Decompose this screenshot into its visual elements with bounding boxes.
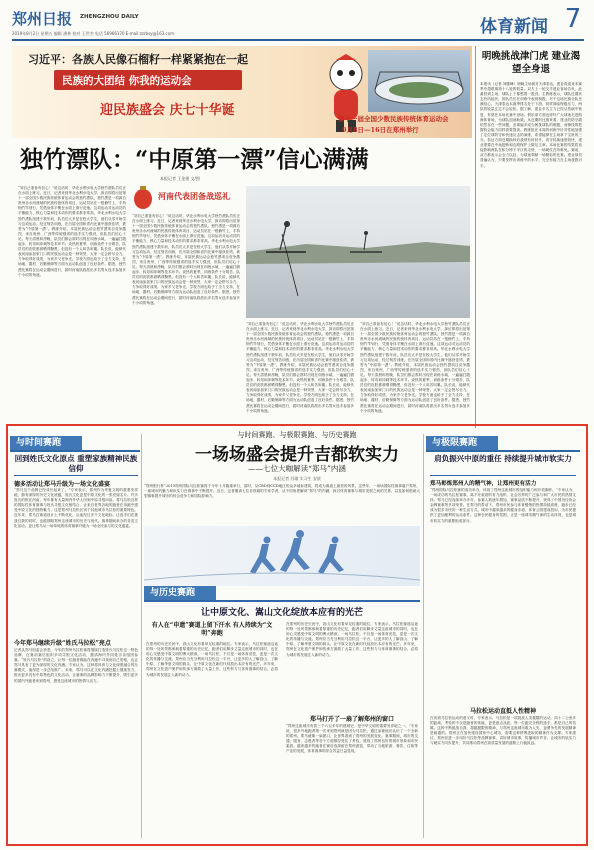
left-subhead: 回到姓氏文化原点 重塑家族精神民族信仰: [14, 454, 138, 473]
section-title: 体育新闻: [480, 17, 548, 37]
runners-image: [144, 526, 420, 586]
column-tag: [132, 186, 240, 212]
section-rule-middle: [144, 600, 420, 602]
newspaper-english-name: ZHENGZHOU DAILY: [80, 14, 139, 20]
middle-headline: 让中原文化、嵩山文化绽放本应有的光芒: [200, 608, 363, 618]
middle-body-1: 在郑州的历史长河中，嵩山文化有着举足轻重的地位。专家表示，马拉松赛道沿途的每一处风景都承载着厚重的历史记忆，跑者们用脚步丈量这座城市的同时，也在用心灵感受中原文明的博大精深。一场马拉松，不仅是一场体育竞技，更是一次文化的传播与交流。郑州应当充分利用马拉松这一平台，让更多的人了解嵩山、了解中原、了解华夏文明的源头，让中原文化在新时代绽放出本应有的光芒。多年来，郑州在文化遗产保护和传承方面做了大量工作，这些努力与体育赛事的结合，必将为城市的发展注入新的动力。: [146, 642, 278, 677]
main-headline: 独竹漂队：“中原第一漂”信心满满: [20, 146, 369, 173]
right-body-2: 在谈到马拉松运动的意义时，专家表示，马拉松是一项挑战人类极限的运动，四十二公里多的距离，考验的不仅是跑者的体能，更是意志品质。每一位跑完全程的选手，都是自己的英雄。这种不断挑战自我、超越极限的精神，与郑州这座城市敢为人先、奋勇争先的发展精神是相通的。郑州正在加快建设国家中心城市，需要这种拼搏进取的精神作为支撑。专家建议，郑州应进一步用好马拉松等品牌赛事，讲好城市故事，传播城市声音，让城市的软实力与硬实力同步提升，共同推动郑州在高质量发展的道路上行稳致远。: [430, 716, 576, 746]
right-body: “郑州国际马拉松赛的成功举办，体现了郑州这座城市的组织能力和开放胸怀。”专家认为，一场成功的马拉松赛事，离不开政府的有力组织、社会各界的广泛参与和广大市民的热情支持。郑马已经连续举办多年，参赛人数逐年增加，赛事品质不断提升，获得了中国田径协会金牌赛事等多项荣誉。在郑马的带动下，郑州市民参与体育锻炼的热情持续高涨，跑步已经成为很多市民的一种生活方式。城市中越来越多的健身步道、体育公园建成投用，为市民提供了更加便利的运动条件。这种全民健身的氛围，正是一座城市精气神的生动体现，也是城市软实力的重要组成部分。: [430, 488, 576, 523]
feature-intro: “郑州银行杯”2019郑州国际马拉松赛将于今年十月隆重举行，届时，从CBD到CCD地区的众多地标建筑，将成为赛道上最美的风景。这些年，一场场国际性赛事落户郑州，一座城市的魅力和软实力在赛事中不断提升。近日，记者邀请七位各领域的专家学者，从不同角度解读“郑马”的内涵，探讨体育赛事与城市发展之间的关系，以及如何借助大型赛事提升城市的综合竞争力和国际影响力。: [144, 484, 420, 499]
right-column-divider: [475, 46, 476, 428]
section-header-left: 与时间赛跑: [10, 436, 82, 450]
right-column-headline: 明晚挑战津门虎 建业渴望全身退: [481, 51, 581, 75]
section-header-right: 与极限赛跑: [426, 436, 498, 450]
left-head-2: 今年郑马继续升级“姓氏马拉松”亮点: [14, 640, 111, 647]
masthead-rule: [12, 39, 584, 41]
newspaper-logo: 郑州日报: [12, 10, 73, 28]
main-story-body-col2: “刘自己准备有信心！”说这话时，华北水利水电大学独竹漂队员们正在水面上练习。近日，记者来到华北水利水电大学，探访即将出征第十一届全国少数民族传统体育运动会的独竹漂队。独竹漂是一项源自贵州赤水河流域的民族传统体育项目，运动员站在一根楠竹上，手持细竹竿划行，凭借身体平衡在水面上滑行竞速。这项运动对运动员的平衡能力、核心力量和技术动作的要求都非常高。华北水利水电大学独竹漂队组建于数年前，队员们大多是在校大学生，他们从零开始学习这项运动，经过刻苦训练，在历届全国和省内比赛中屡获佳绩，被誉为“中原第一漂”。教练介绍，本届民族运动会独竹漂项目竞争激烈，来自贵州、广西等传统强省的选手实力强劲，但队员们信心十足。每天清晨和傍晚，队员们都会准时出现在训练水域，一遍遍打磨起步、转弯和冲刺等技术环节。炎热的夏季，训练条件十分艰苦，队员们的皮肤都被晒得黝黑，但没有一个人叫苦叫累。队长说，能够代表河南参加家门口的民族运动会是一种荣誉，大家一定会拼尽全力，力争取得好成绩，为家乡父老争光。学校方面也给予了全力支持，在场地、器材、后勤保障等方面为运动队创造了良好条件。据悉，独竹漂比赛将在运动会期间进行，届时河南队将派出多名男女选手参加多个小项的角逐。: [132, 214, 240, 305]
main-story-body-col4: “刘自己准备有信心！”说这话时，华北水利水电大学独竹漂队员们正在水面上练习。近日，记者来到华北水利水电大学，探访即将出征第十一届全国少数民族传统体育运动会的独竹漂队。独竹漂是一项源自贵州赤水河流域的民族传统体育项目，运动员站在一根楠竹上，手持细竹竿划行，凭借身体平衡在水面上滑行竞速。这项运动对运动员的平衡能力、核心力量和技术动作的要求都非常高。华北水利水电大学独竹漂队组建于数年前，队员们大多是在校大学生，他们从零开始学习这项运动，经过刻苦训练，在历届全国和省内比赛中屡获佳绩，被誉为“中原第一漂”。教练介绍，本届民族运动会独竹漂项目竞争激烈，来自贵州、广西等传统强省的选手实力强劲，但队员们信心十足。每天清晨和傍晚，队员们都会准时出现在训练水域，一遍遍打磨起步、转弯和冲刺等技术环节。炎热的夏季，训练条件十分艰苦，队员们的皮肤都被晒得黝黑，但没有一个人叫苦叫累。队长说，能够代表河南参加家门口的民族运动会是一种荣誉，大家一定会拼尽全力，力争取得好成绩，为家乡父老争光。学校方面也给予了全力支持，在场地、器材、后勤保障等方面为运动队创造了良好条件。据悉，独竹漂比赛将在运动会期间进行，届时河南队将派出多名男女选手参加多个小项的角逐。: [360, 322, 470, 413]
event-banner: [12, 46, 472, 138]
event-title: 第十一届全国少数民族传统体育运动会: [338, 115, 449, 123]
feature-divider-right: [423, 434, 424, 838]
banner-slogan-1: 民族的大团结 你我的运动会: [62, 75, 192, 87]
middle-subhead-1: 有人在“申遗”赛道上留下汗水 有人持续为“文明”奔跑: [151, 622, 273, 637]
banner-quote: 习近平：各族人民像石榴籽一样紧紧抱在一起: [28, 53, 248, 66]
left-head: 德多活动让郑马升级为一场文化盛宴: [14, 481, 111, 488]
date-line: 2019年8月2日 星期五 编辑 潘林 校对 王世杰 电话 56966170 E-mail:zzrbsy@163.com: [12, 31, 174, 36]
feature-headline: 一场场盛会提升吉都软实力: [195, 445, 399, 465]
middle-subhead-2: 郑马打开了一扇了解郑州的窗口: [309, 716, 394, 723]
left-body-2: 记者从郑马组委会获悉，今年的郑州马拉松赛将继续打造姓氏马拉松这一特色品牌，在赛前赛后组织多项寻根文化活动，邀请海内外同姓宗亲组团参赛。“姓氏马拉松”的设立，让每一位跑者都能在奔跑中寻找到自己的根，也让郑马具有了更为深厚的文化内涵。专家认为，这种将体育与文化深度融合的办赛模式，值得进一步总结推广。未来，郑马可以在文化内涵挖掘上继续发力，推出更多具有中原特色的文化活动，让赛事的品牌影响力不断提升，吸引更多的国内外跑者来到郑州，感受这座城市的热情与活力。: [14, 648, 138, 683]
right-subhead: 肩负振兴中原的重任 持续提升城市软实力: [434, 454, 572, 463]
section-rule-right: [426, 450, 580, 452]
event-date: 9月8日—16日在郑州举行: [342, 126, 419, 134]
feature-subtitle: ——七位大咖解读“郑马”内涵: [248, 464, 346, 473]
right-subhead-rule: [430, 475, 576, 476]
feature-divider-left: [141, 434, 142, 838]
stadium-image: [368, 50, 470, 112]
section-rule-left: [10, 450, 140, 452]
main-story-body-col3: “刘自己准备有信心！”说这话时，华北水利水电大学独竹漂队员们正在水面上练习。近日，记者来到华北水利水电大学，探访即将出征第十一届全国少数民族传统体育运动会的独竹漂队。独竹漂是一项源自贵州赤水河流域的民族传统体育项目，运动员站在一根楠竹上，手持细竹竿划行，凭借身体平衡在水面上滑行竞速。这项运动对运动员的平衡能力、核心力量和技术动作的要求都非常高。华北水利水电大学独竹漂队组建于数年前，队员们大多是在校大学生，他们从零开始学习这项运动，经过刻苦训练，在历届全国和省内比赛中屡获佳绩，被誉为“中原第一漂”。教练介绍，本届民族运动会独竹漂项目竞争激烈，来自贵州、广西等传统强省的选手实力强劲，但队员们信心十足。每天清晨和傍晚，队员们都会准时出现在训练水域，一遍遍打磨起步、转弯和冲刺等技术环节。炎热的夏季，训练条件十分艰苦，队员们的皮肤都被晒得黝黑，但没有一个人叫苦叫累。队长说，能够代表河南参加家门口的民族运动会是一种荣誉，大家一定会拼尽全力，力争取得好成绩，为家乡父老争光。学校方面也给予了全力支持，在场地、器材、后勤保障等方面为运动队创造了良好条件。据悉，独竹漂比赛将在运动会期间进行，届时河南队将派出多名男女选手参加多个小项的角逐。: [246, 322, 354, 413]
page-number: 7: [564, 4, 582, 34]
banner-slogan-2: 迎民族盛会 庆七十华诞: [100, 103, 235, 118]
lantern-icon: [132, 186, 154, 210]
main-story-body-col1: “刘自己准备有信心！”说这话时，华北水利水电大学独竹漂队员们正在水面上练习。近日，记者来到华北水利水电大学，探访即将出征第十一届全国少数民族传统体育运动会的独竹漂队。独竹漂是一项源自贵州赤水河流域的民族传统体育项目，运动员站在一根楠竹上，手持细竹竿划行，凭借身体平衡在水面上滑行竞速。这项运动对运动员的平衡能力、核心力量和技术动作的要求都非常高。华北水利水电大学独竹漂队组建于数年前，队员们大多是在校大学生，他们从零开始学习这项运动，经过刻苦训练，在历届全国和省内比赛中屡获佳绩，被誉为“中原第一漂”。教练介绍，本届民族运动会独竹漂项目竞争激烈，来自贵州、广西等传统强省的选手实力强劲，但队员们信心十足。每天清晨和傍晚，队员们都会准时出现在训练水域，一遍遍打磨起步、转弯和冲刺等技术环节。炎热的夏季，训练条件十分艰苦，队员们的皮肤都被晒得黝黑，但没有一个人叫苦叫累。队长说，能够代表河南参加家门口的民族运动会是一种荣誉，大家一定会拼尽全力，力争取得好成绩，为家乡父老争光。学校方面也给予了全力支持，在场地、器材、后勤保障等方面为运动队创造了良好条件。据悉，独竹漂比赛将在运动会期间进行，届时河南队将派出多名男女选手参加多个小项的角逐。: [18, 186, 126, 277]
left-body: “郑马这个品牌已经成长起来了。”专家表示，郑州作为华夏文明的重要发祥地，拥有深厚的历史文化底蕴，姓氏文化更是中原文化的一张亮丽名片。许多姓氏的根在河南，每年都有大量海内外华人回到中原寻根问祖。将马拉松这样的国际性体育赛事与姓氏寻根文化相结合，让来自世界各地的跑者在奔跑中感受中原文化的独特魅力，这是郑州马拉松区别于其他城市马拉松的重要特色。近年来，郑马在赛道设计上不断优化，沿途经过多个文化地标，让选手们在挑战自我的同时，也能领略郑州这座城市的历史与现代。赛事期间举办的各类文化活动，更让郑马从一场单纯的体育赛事升级为一场全民参与的文化盛宴。: [14, 488, 138, 528]
paddling-photo: [246, 186, 470, 318]
section-header-middle: 与历史赛跑: [144, 586, 216, 600]
right-head-2: 马拉松运动直抵人性精神: [469, 708, 536, 715]
middle-body-2: “郑州这座城市有着三千六百多年的建城史，是中华文明的重要发祥地之一。”专家说，很多外地跑者第一次来到郑州就是因为马拉松，通过参赛他们认识了一个全新的郑州。郑马就像一扇窗口，让世界看到了郑州的发展变化。赛事期间，城市的交通、服务、志愿者等各个方面都经受住了考验，展现了郑州良好的城市形象和市民素质。越来越多的跑者在赛后选择留在郑州游览，带动了当地旅游、餐饮、住宿等产业的发展，体育赛事的综合效益日益显现。: [286, 724, 418, 754]
right-column-body: 本报讯（记者 刘继峰）明晚主场面对天津泰达，建业将迎来本赛季中超联赛第十八轮的较量。双方上一轮交手建业客场告负，此番回到主场，球队上下都憋着一股劲。主教练表示，球队近期状态有所起伏，但队员们在训练中表现积极，对于这场比赛全队充满信心。天津泰达本赛季排名处于下游，同样面临保级压力，两队的较量注定不会轻松。据了解，建业多名主力已经从伤病中恢复，有望在本场比赛中登场。俱乐部方面也呼吁广大球迷走进航海体育场，为球队加油助威。从近期的比赛来看，建业的防守端依然存在一些问题，丢球偏多成为困扰球队的难题，而锋线的把握机会能力同样需要提高。教练组在本周的训练中针对性地加强了定位球防守和快速反击的演练，希望能够在主场拿下宝贵的三分。泰达方面近期换帅后战绩有所回升，攻守转换速度较快，建业需要在中场抢断和边路保护上做足文章。本场比赛的结果将直接影响两队在积分榜下半区的走势，一场硬仗在所难免。赛前，双方都表示会全力以赴，为球迷奉献一场精彩的比赛。建业球员普遍认为，只要发挥出训练中的水平，完全有能力在主场战胜对手。: [480, 82, 582, 168]
right-head: 郑马彰炼郑州人的精气神，让郑州更有活力: [430, 481, 537, 487]
middle-body-1b: 在郑州的历史长河中，嵩山文化有着举足轻重的地位。专家表示，马拉松赛道沿途的每一处风景都承载着厚重的历史记忆，跑者们用脚步丈量这座城市的同时，也在用心灵感受中原文明的博大精深。一场马拉松，不仅是一场体育竞技，更是一次文化的传播与交流。郑州应当充分利用马拉松这一平台，让更多的人了解嵩山、了解中原、了解华夏文明的源头，让中原文化在新时代绽放出本应有的光芒。多年来，郑州在文化遗产保护和传承方面做了大量工作，这些努力与体育赛事的结合，必将为城市的发展注入新的动力。: [286, 622, 418, 657]
right-column-story: [480, 50, 582, 426]
feature-byline: 本报记者 苏瑜 实习生 安歆: [273, 476, 321, 481]
main-byline: 本报记者 王金建 文/图: [160, 176, 200, 181]
masthead: [12, 4, 584, 42]
feature-kicker: 与时间赛跑、与极限赛跑、与历史赛跑: [237, 431, 357, 439]
left-subhead-rule: [14, 475, 138, 476]
column-tag-label: 河南代表团备战巡礼: [158, 191, 230, 201]
